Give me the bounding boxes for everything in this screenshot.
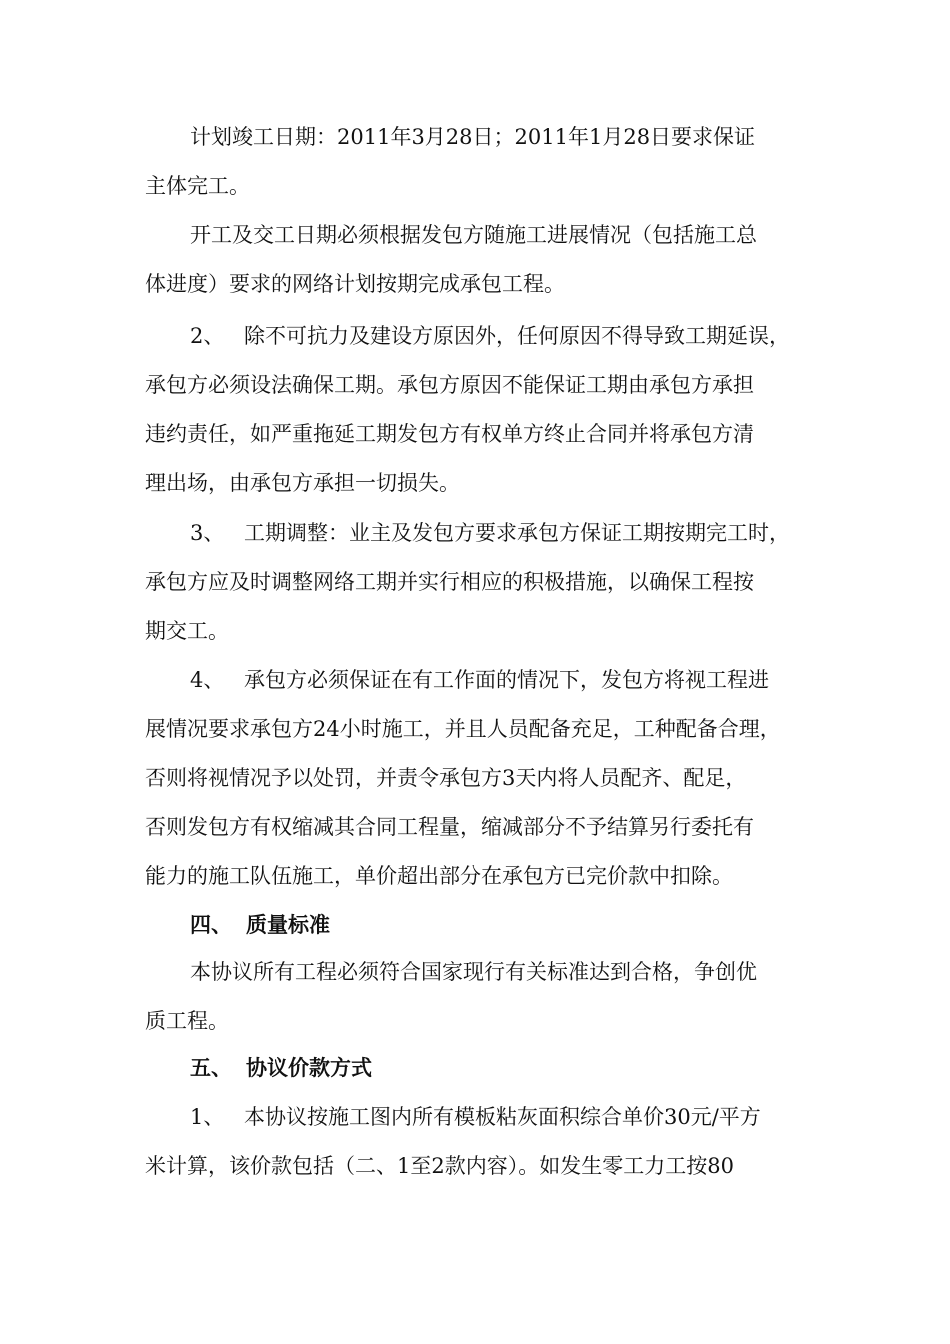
paragraph-line: 质工程。 [145, 1009, 229, 1033]
paragraph-line: 计划竣工日期：2011年3月28日；2011年1月28日要求保证 [190, 125, 756, 149]
section-title: 协议价款方式 [246, 1055, 372, 1080]
paragraph-line: 本协议所有工程必须符合国家现行有关标准达到合格，争创优 [190, 960, 757, 984]
paragraph-line: 承包方应及时调整网络工期并实行相应的积极措施，以确保工程按 [145, 570, 754, 594]
item-text: 除不可抗力及建设方原因外，任何原因不得导致工期延误， [244, 324, 790, 348]
section-title: 质量标准 [246, 912, 330, 937]
paragraph-line: 开工及交工日期必须根据发包方随施工进展情况（包括施工总 [190, 223, 757, 247]
section-heading-quality [190, 909, 330, 941]
paragraph-line: 米计算，该价款包括（二、1至2款内容）。如发生零工力工按80 [145, 1154, 734, 1178]
paragraph-line: 能力的施工队伍施工，单价超出部分在承包方已完价款中扣除。 [145, 864, 733, 888]
paragraph-line: 承包方必须设法确保工期。承包方原因不能保证工期由承包方承担 [145, 373, 754, 397]
item-number: 1、 [190, 1105, 225, 1129]
paragraph-line: 否则将视情况予以处罚，并责令承包方3天内将人员配齐、配足， [145, 766, 747, 790]
numbered-item-first-line [190, 1101, 761, 1133]
numbered-item-first-line [190, 320, 790, 352]
item-number: 2、 [190, 324, 225, 348]
numbered-item-first-line [190, 664, 769, 696]
paragraph-line: 展情况要求承包方24小时施工，并且人员配备充足，工种配备合理， [145, 717, 781, 741]
numbered-item-first-line [190, 517, 790, 549]
paragraph-line: 违约责任，如严重拖延工期发包方有权单方终止合同并将承包方清 [145, 422, 754, 446]
section-number: 四、 [190, 912, 232, 937]
paragraph-line: 体进度）要求的网络计划按期完成承包工程。 [145, 272, 565, 296]
item-text: 承包方必须保证在有工作面的情况下，发包方将视工程进 [244, 668, 769, 692]
paragraph-line: 期交工。 [145, 619, 229, 643]
paragraph-line: 否则发包方有权缩减其合同工程量，缩减部分不予结算另行委托有 [145, 815, 754, 839]
paragraph-line: 主体完工。 [145, 174, 250, 198]
section-number: 五、 [190, 1055, 232, 1080]
section-heading-payment [190, 1052, 372, 1084]
item-number: 3、 [190, 521, 225, 545]
paragraph-line: 理出场，由承包方承担一切损失。 [145, 471, 460, 495]
item-text: 工期调整：业主及发包方要求承包方保证工期按期完工时， [244, 521, 790, 545]
item-number: 4、 [190, 668, 225, 692]
item-text: 本协议按施工图内所有模板粘灰面积综合单价30元/平方 [244, 1105, 761, 1129]
